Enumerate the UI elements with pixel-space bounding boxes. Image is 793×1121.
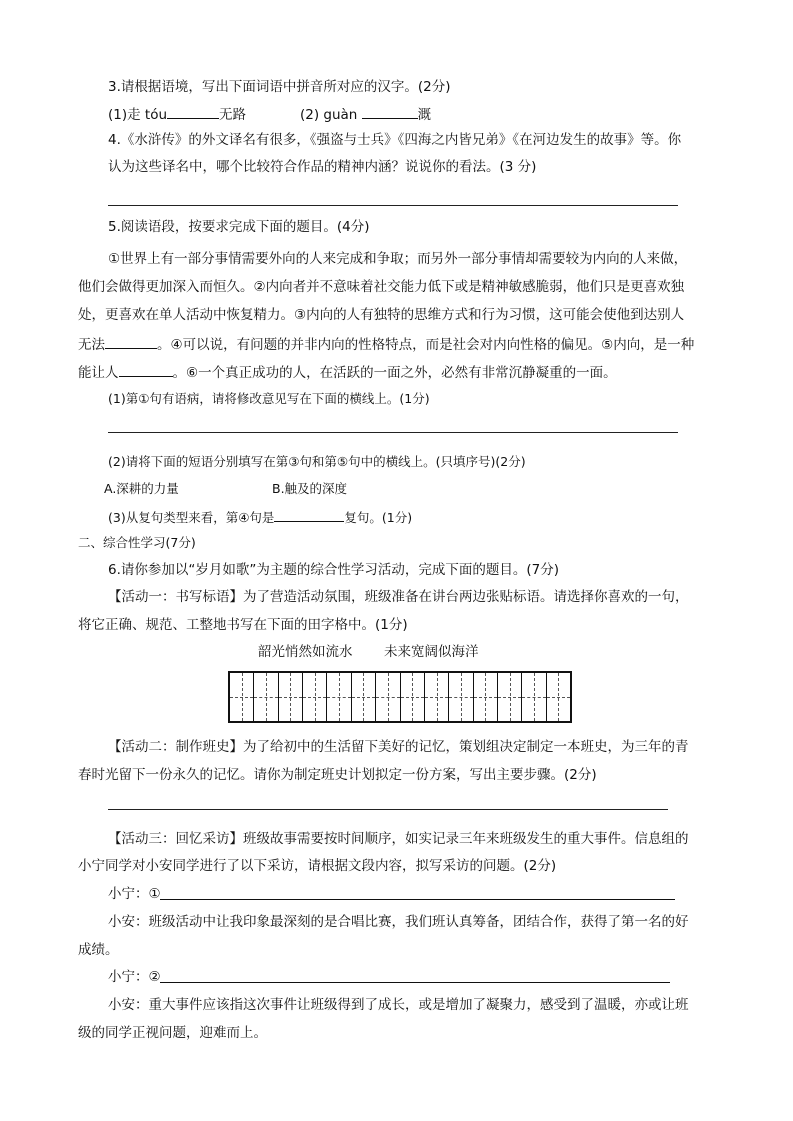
q3-item2 xyxy=(300,104,431,124)
grid-cell[interactable] xyxy=(376,673,400,721)
q3-title: 3.请根据语境，写出下面词语中拼音所对应的汉字。(2分) xyxy=(108,79,451,95)
slogan-1: 韶光悄然如流水 xyxy=(258,644,353,660)
tianzige-grid xyxy=(228,671,572,723)
q6-title: 6.请你参加以“岁月如歌”为主题的综合性学习活动，完成下面的题目。(7分) xyxy=(108,562,559,578)
section2-heading: 二、综合性学习(7分) xyxy=(78,535,196,550)
slogan-2: 未来宽阔似海洋 xyxy=(384,644,479,660)
q3-item1-prefix: (1)走 tóu xyxy=(108,107,168,123)
q5-sub1-answer-line[interactable] xyxy=(108,432,678,433)
q3-item2-prefix: (2) guàn xyxy=(300,107,358,123)
grid-cell[interactable] xyxy=(303,673,327,721)
activity2-answer-line[interactable] xyxy=(108,809,668,810)
grid-cell[interactable] xyxy=(547,673,570,721)
grid-cell[interactable] xyxy=(401,673,425,721)
q5-blank-5[interactable] xyxy=(119,362,173,377)
xiaoan-a1-line1: 小安：班级活动中让我印象最深刻的是合唱比赛，我们班认真筹备，团结合作，获得了第一名的好 xyxy=(108,914,689,930)
xiaoan-a2-line1: 小安：重大事件应该指这次事件让班级得到了成长，或是增加了凝聚力，感受到了温暖，亦或让班 xyxy=(108,997,689,1013)
xiaoning-q2-answer-line[interactable] xyxy=(160,982,670,983)
q5-sub3-end: 复句。(1分) xyxy=(344,510,413,525)
q3-item2-blank[interactable] xyxy=(362,104,418,119)
activity1-line2: 将它正确、规范、工整地书写在下面的田字格中。(1分) xyxy=(78,617,408,633)
grid-cell[interactable] xyxy=(279,673,303,721)
q5-p4-end: 。④可以说，有问题的并非内向的性格特点，而是社会对内向性格的偏见。⑤内向，是一种 xyxy=(157,337,695,353)
grid-cell[interactable] xyxy=(254,673,278,721)
activity3-line1: 【活动三：回忆采访】班级故事需要按时间顺序，如实记录三年来班级发生的重大事件。信息组的 xyxy=(108,831,689,847)
q5-title: 5.阅读语段，按要求完成下面的题目。(4分) xyxy=(108,219,370,235)
grid-cell[interactable] xyxy=(474,673,498,721)
q4-line2: 认为这些译名中，哪个比较符合作品的精神内涵？说说你的看法。(3 分) xyxy=(108,159,537,175)
xiaoan-a2-line2: 级的同学正视问题，迎难而上。 xyxy=(78,1025,267,1041)
q3-item1 xyxy=(108,104,246,124)
xiaoan-a1-line2: 成绩。 xyxy=(78,942,119,958)
xiaoning-q1-label: 小宁：① xyxy=(108,886,161,902)
grid-cell[interactable] xyxy=(522,673,546,721)
q4-answer-line[interactable] xyxy=(108,205,678,206)
grid-cell[interactable] xyxy=(230,673,254,721)
q3-item1-suffix: 无路 xyxy=(219,107,247,123)
q5-para-line3: 处，更喜欢在单人活动中恢复精力。③内向的人有独特的思维方式和行为习惯，这可能会使他到达别人 xyxy=(78,307,685,323)
xiaoning-q1-answer-line[interactable] xyxy=(160,899,675,900)
q5-para-line2: 他们会做得更加深入而恒久。②内向者并不意味着社交能力低下或是精神敏感脆弱，他们只是更喜欢独 xyxy=(78,279,685,295)
grid-cell[interactable] xyxy=(352,673,376,721)
grid-cell[interactable] xyxy=(498,673,522,721)
q5-option-a: A.深耕的力量 xyxy=(104,481,179,496)
q5-blank-3[interactable] xyxy=(105,334,157,349)
q5-p5-end: 。⑥一个真正成功的人，在活跃的一面之外，必然有非常沉静凝重的一面。 xyxy=(172,365,617,381)
q5-para-line4 xyxy=(78,334,694,354)
q5-sub3-blank[interactable] xyxy=(274,507,344,522)
q5-sub2: (2)请将下面的短语分别填写在第③句和第⑤句中的横线上。(只填序号)(2分) xyxy=(108,454,526,469)
grid-cell[interactable] xyxy=(425,673,449,721)
q5-p4-start: 无法 xyxy=(78,337,105,353)
activity3-line2: 小宁同学对小安同学进行了以下采访，请根据文段内容，拟写采访的问题。(2分) xyxy=(78,858,557,874)
q5-option-b: B.触及的深度 xyxy=(272,481,348,496)
grid-cell[interactable] xyxy=(327,673,351,721)
activity2-line2: 春时光留下一份永久的记忆。请你为制定班史计划拟定一份方案，写出主要步骤。(2分) xyxy=(78,767,597,783)
xiaoning-q2-label: 小宁：② xyxy=(108,969,161,985)
activity2-line1: 【活动二：制作班史】为了给初中的生活留下美好的记忆，策划组决定制定一本班史，为三年的青 xyxy=(108,739,689,755)
q5-p5-start: 能让人 xyxy=(78,365,119,381)
q5-sub3-start: (3)从复句类型来看，第④句是 xyxy=(108,510,275,525)
grid-cell[interactable] xyxy=(449,673,473,721)
activity1-line1: 【活动一：书写标语】为了营造活动氛围，班级准备在讲台两边张贴标语。请选择你喜欢的一句， xyxy=(108,589,689,605)
q4-line1: 4.《水浒传》的外文译名有很多，《强盗与士兵》《四海之内皆兄弟》《在河边发生的故事》等。你 xyxy=(108,132,682,148)
q3-item1-blank[interactable] xyxy=(167,104,219,119)
q5-para-line1: ①世界上有一部分事情需要外向的人来完成和争取；而另外一部分事情却需要较为内向的人来做， xyxy=(108,251,688,267)
q5-para-line5 xyxy=(78,362,617,382)
q5-sub3 xyxy=(108,507,412,527)
q3-item2-suffix: 溉 xyxy=(417,107,432,123)
q5-sub1: (1)第①句有语病，请将修改意见写在下面的横线上。(1分) xyxy=(108,391,430,406)
